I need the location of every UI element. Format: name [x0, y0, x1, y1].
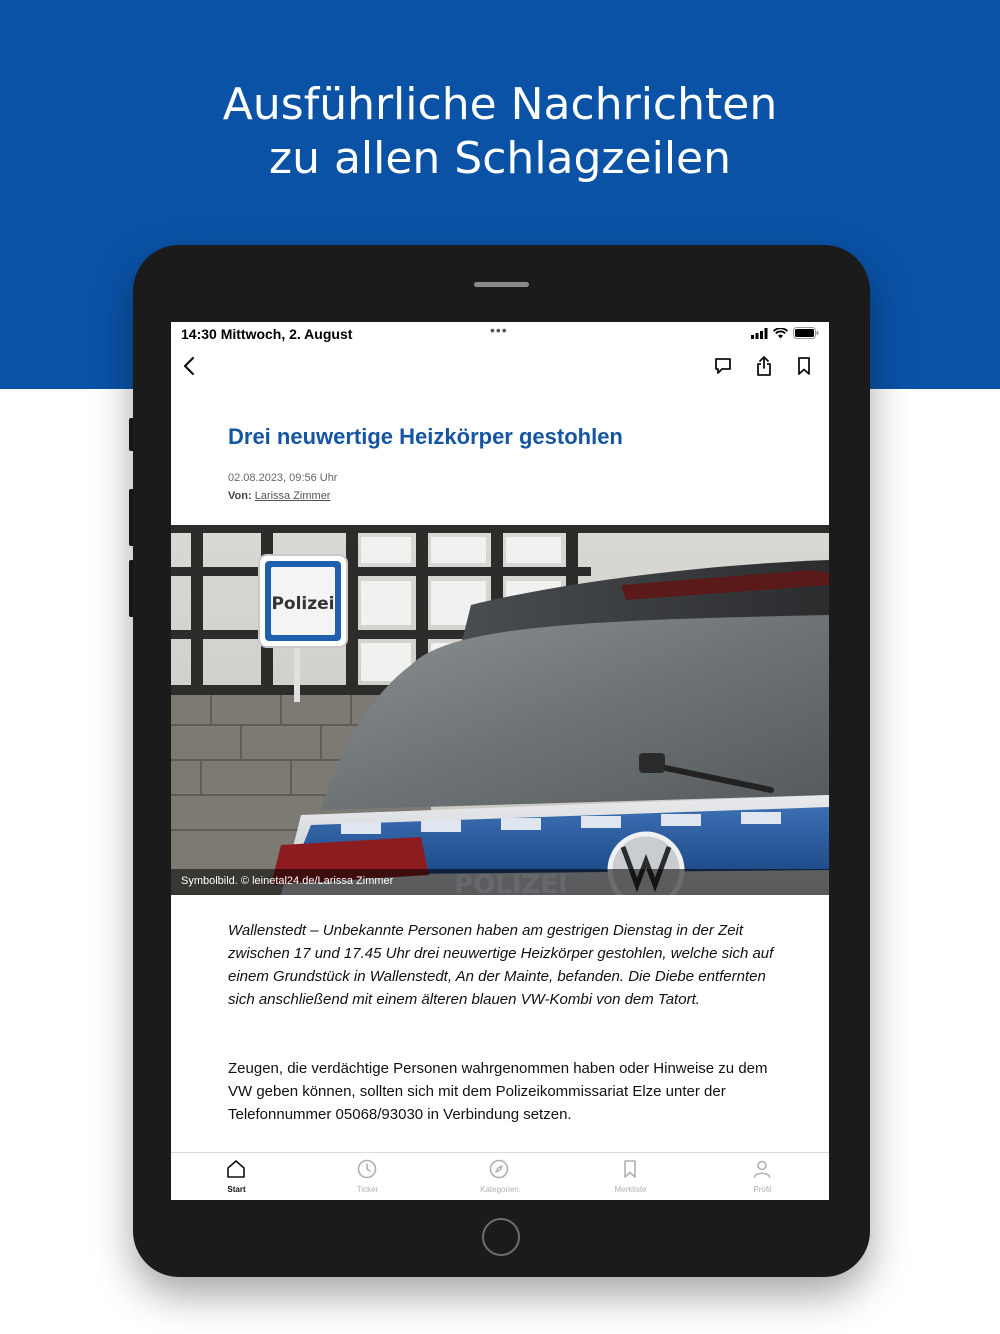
wifi-icon — [773, 328, 788, 339]
bookmark-icon — [796, 356, 812, 376]
promo-headline — [0, 78, 1000, 186]
article-navbar — [171, 346, 829, 386]
image-caption-bar — [171, 869, 829, 895]
comment-icon — [713, 356, 733, 376]
tab-profil[interactable] — [697, 1153, 828, 1200]
compass-icon — [487, 1157, 511, 1181]
tab-label: Merkliste — [614, 1185, 647, 1194]
tab-label: Kategorien — [480, 1185, 519, 1194]
image-caption: Symbolbild. © leinetal24.de/Larissa Zimmer — [181, 875, 394, 887]
article-author — [228, 490, 330, 502]
chevron-left-icon — [183, 356, 195, 376]
status-icons — [751, 327, 819, 339]
promo-headline-line-1: Ausführliche Nachrichten — [222, 79, 778, 130]
app-screen — [171, 322, 829, 1200]
article-image[interactable] — [171, 525, 829, 895]
share-icon — [754, 355, 774, 377]
tab-label: Ticker — [356, 1185, 379, 1194]
tab-bar — [171, 1152, 829, 1200]
tab-label: Start — [227, 1185, 246, 1194]
tablet-home-button[interactable] — [482, 1218, 520, 1256]
comment-button[interactable] — [709, 352, 737, 380]
tab-label: Profil — [753, 1185, 772, 1194]
tab-start[interactable] — [171, 1153, 302, 1200]
bookmark-button[interactable] — [790, 352, 818, 380]
share-button[interactable] — [750, 352, 778, 380]
article-body-paragraph: Zeugen, die verdächtige Personen wahrgenommen haben oder Hinweise zu dem VW geben können, sollten sich mit dem Polizeikommissariat Elze unter der Telefonnummer 05068/93030 in Verbindung setzen. — [228, 1060, 768, 1123]
author-prefix: Von: — [228, 490, 252, 502]
tab-ticker[interactable] — [302, 1153, 433, 1200]
status-bar — [171, 322, 829, 346]
battery-icon — [793, 327, 819, 339]
back-button[interactable] — [175, 352, 203, 380]
cellular-signal-icon — [751, 328, 768, 339]
person-icon — [750, 1157, 774, 1181]
article-title: Drei neuwertige Heizkörper gestohlen — [228, 424, 623, 449]
status-date: Mittwoch, 2. August — [220, 326, 353, 342]
status-datetime — [181, 326, 352, 342]
status-time: 14:30 — [181, 326, 217, 342]
tab-merkliste[interactable] — [565, 1153, 696, 1200]
article-lead: Wallenstedt – Unbekannte Personen haben am gestrigen Dienstag in der Zeit zwischen 17 und 17.45 Uhr drei neuwertige Heizkörper gestohlen, welche sich auf einem Grundstück in Wallenstedt, An der Mainte, befanden. Die Diebe entfernten sich anschließend mit einem älteren blauen VW-Kombi von dem Tatort. — [228, 922, 774, 1008]
clock-icon — [355, 1157, 379, 1181]
tab-kategorien[interactable] — [434, 1153, 565, 1200]
promo-headline-line-2: zu allen Schlagzeilen — [268, 133, 732, 184]
multitasking-dots[interactable]: ••• — [490, 322, 508, 338]
article-date: 02.08.2023, 09:56 Uhr — [228, 472, 338, 484]
police-car-photo — [171, 525, 829, 895]
sign-text: Polizei — [271, 594, 335, 614]
home-icon — [224, 1157, 248, 1181]
author-link[interactable]: Larissa Zimmer — [254, 490, 331, 502]
bookmark-icon — [618, 1157, 642, 1181]
tablet-camera-bar — [474, 282, 529, 287]
